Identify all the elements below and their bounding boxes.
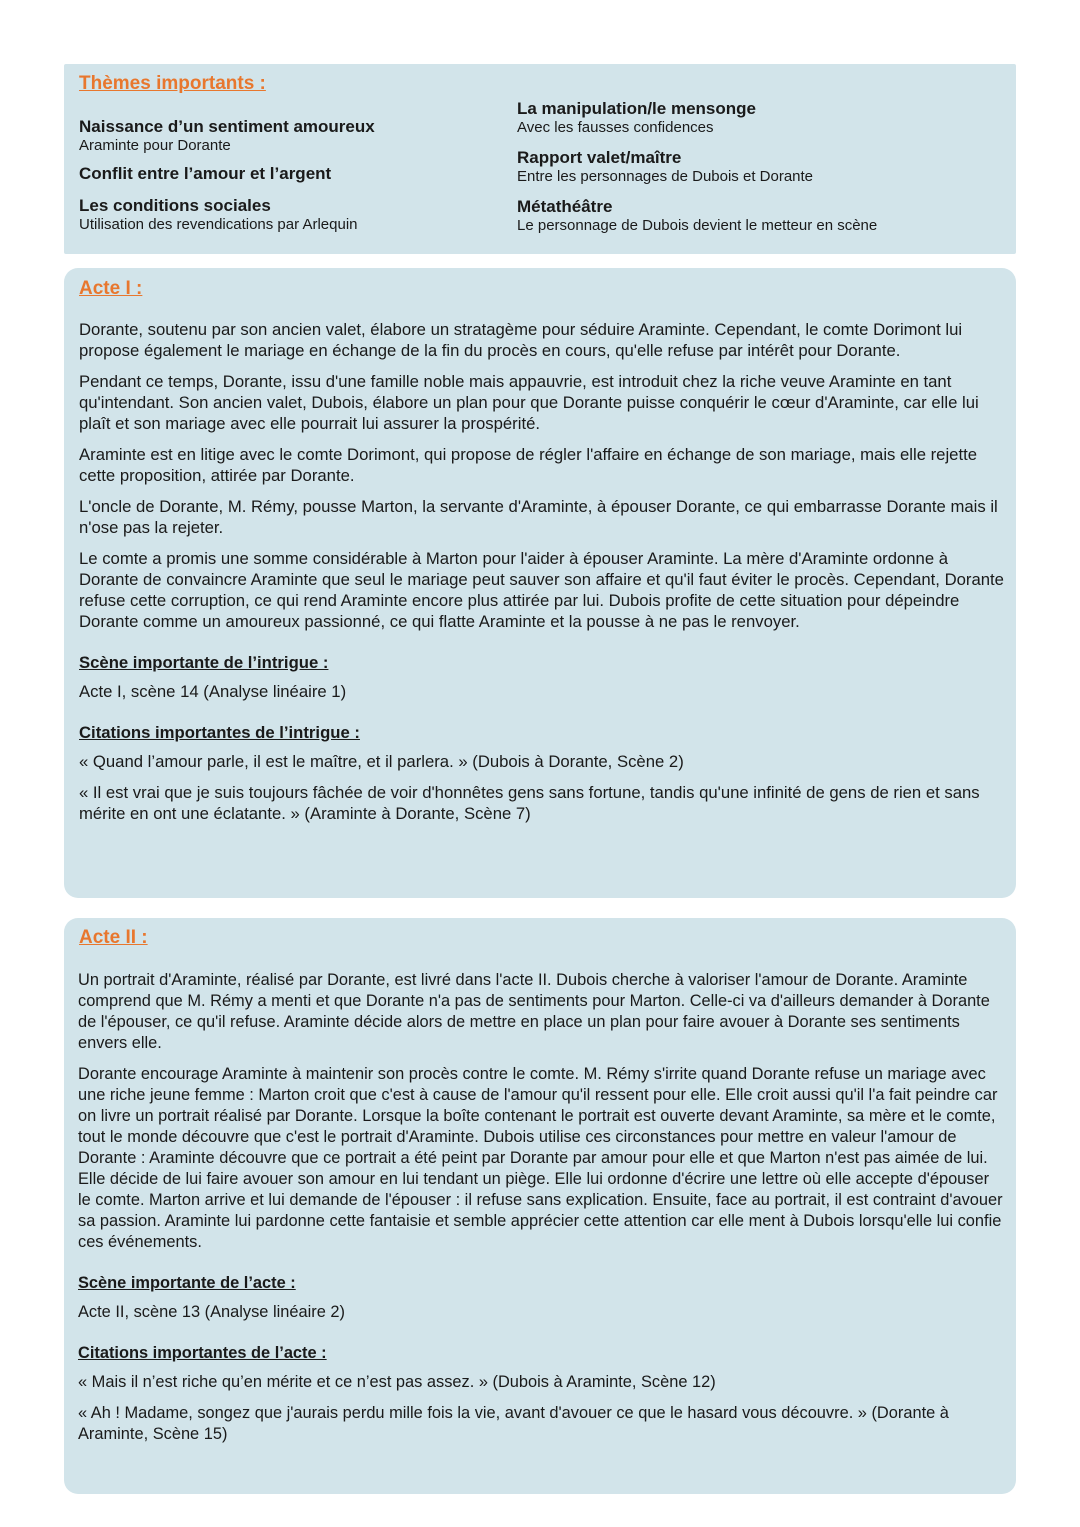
- quote: « Mais il n’est riche qu’en mérite et ce n’est pas assez. » (Dubois à Araminte, Scène 12): [78, 1373, 716, 1391]
- theme-title: Naissance d’un sentiment amoureux: [79, 117, 375, 136]
- quote: « Ah ! Madame, songez que j'aurais perdu mille fois la vie, avant d'avouer ce que le hasard vous découvre. » (Dorante à Araminte, Scène 15): [78, 1404, 949, 1443]
- themes-right-column: [517, 99, 997, 244]
- quotes-heading: Citations importantes de l’acte :: [78, 1344, 327, 1362]
- acte-2-content: [78, 970, 1006, 1455]
- themes-panel: [64, 64, 1016, 254]
- theme-subtitle: Entre les personnages de Dubois et Dorante: [517, 168, 814, 185]
- theme-item: [79, 164, 499, 184]
- theme-title: Les conditions sociales: [79, 196, 271, 215]
- theme-title: Métathéâtre: [517, 197, 613, 216]
- paragraph: Un portrait d'Araminte, réalisé par Dorante, est livré dans l'acte II. Dubois cherche à valoriser l'amour de Dorante. Araminte comprend que M. Rémy a menti et que Dorante n'a pas de sentiments pour Marton. Celle-ci va d'ailleurs demander à Dorante de l'épouser, ce qu'il refuse. Araminte décide alors de mettre en place un plan pour faire avouer à Dorante ses sentiments envers elle.: [78, 971, 990, 1052]
- theme-item: [79, 117, 499, 155]
- theme-subtitle: Araminte pour Dorante: [79, 137, 231, 154]
- theme-title: Conflit entre l’amour et l’argent: [79, 164, 332, 183]
- scene-heading: Scène importante de l’intrigue :: [79, 653, 329, 672]
- quotes-heading: Citations importantes de l’intrigue :: [79, 723, 360, 742]
- paragraph: Dorante, soutenu par son ancien valet, élabore un stratagème pour séduire Araminte. Cependant, le comte Dorimont lui propose également le mariage en échange de la fin du procès en cours, qu'elle refuse par intérêt pour Dorante.: [79, 320, 963, 360]
- scene-heading: Scène importante de l’acte :: [78, 1274, 296, 1292]
- theme-subtitle: Avec les fausses confidences: [517, 119, 714, 136]
- paragraph: L'oncle de Dorante, M. Rémy, pousse Marton, la servante d'Araminte, à épouser Dorante, ce qui embarrasse Dorante mais il n'ose pas la rejeter.: [79, 497, 998, 537]
- acte-2-panel: [64, 918, 1016, 1494]
- acte-1-panel: [64, 268, 1016, 898]
- scene-reference: Acte I, scène 14 (Analyse linéaire 1): [79, 682, 347, 701]
- paragraph: Dorante encourage Araminte à maintenir son procès contre le comte. M. Rémy s'irrite quand Dorante refuse un mariage avec une riche jeune femme : Marton croit que c'est à cause de l'amour qu'il ressent pour elle. Elle croit aussi qu'il l'a fait peindre car on livre un portrait réalisé par Dorante. Lorsque la boîte contenant le portrait est ouverte devant Araminte, sa mère et le comte, tout le monde découvre que c'est le portrait d'Araminte. Dubois utilise ces circonstances pour mettre en valeur l'amour de Dorante : Araminte découvre que ce portrait a été peint par Dorante par amour pour elle et que Marton n'est pas aimée de lui. Elle décide de lui faire avouer son amour en lui tendant un piège. Elle lui ordonne d'écrire une lettre où elle accepte d'épouser le comte. Marton arrive et lui demande de l'épouser : il refuse sans explication. Ensuite, face au portrait, il est contraint d'avouer sa passion. Araminte lui pardonne cette fantaisie et semble apprécier cette attention car elle ment à Dubois lorsqu'elle lui confie ces événements.: [78, 1065, 1003, 1251]
- paragraph: Araminte est en litige avec le comte Dorimont, qui propose de régler l'affaire en échange de son mariage, mais elle rejette cette proposition, attirée par Dorante.: [79, 445, 977, 485]
- acte-1-content: [79, 319, 1004, 834]
- theme-title: Rapport valet/maître: [517, 148, 682, 167]
- theme-item: [517, 148, 997, 186]
- theme-item: [79, 196, 499, 234]
- quote: « Quand l’amour parle, il est le maître, et il parlera. » (Dubois à Dorante, Scène 2): [79, 752, 684, 771]
- acte-2-heading: Acte II :: [79, 927, 148, 948]
- theme-subtitle: Le personnage de Dubois devient le metteur en scène: [517, 217, 878, 234]
- theme-item: [517, 99, 997, 137]
- scene-reference: Acte II, scène 13 (Analyse linéaire 2): [78, 1303, 345, 1321]
- paragraph: Pendant ce temps, Dorante, issu d'une famille noble mais appauvrie, est introduit chez la riche veuve Araminte en tant qu'intendant. Son ancien valet, Dubois, élabore un plan pour que Dorante puisse conquérir le cœur d'Araminte, car elle lui plaît et son mariage avec elle pourrait lui assurer la prospérité.: [79, 372, 979, 433]
- theme-subtitle: Utilisation des revendications par Arlequin: [79, 216, 358, 233]
- quote: « Il est vrai que je suis toujours fâchée de voir d'honnêtes gens sans fortune, tandis qu'une infinité de gens de rien et sans mérite en ont une éclatante. » (Araminte à Dorante, Scène 7): [79, 783, 980, 823]
- acte-1-heading: Acte I :: [79, 278, 143, 299]
- themes-heading: Thèmes importants :: [79, 73, 266, 94]
- theme-title: La manipulation/le mensonge: [517, 99, 756, 118]
- theme-item: [517, 197, 997, 235]
- paragraph: Le comte a promis une somme considérable à Marton pour l'aider à épouser Araminte. La mère d'Araminte ordonne à Dorante de convaincre Araminte que seul le mariage peut sauver son affaire et qu'il faut éviter le procès. Cependant, Dorante refuse cette corruption, ce qui rend Araminte encore plus attirée par lui. Dubois profite de cette situation pour dépeindre Dorante comme un amoureux passionné, ce qui flatte Araminte et la pousse à ne pas le renvoyer.: [79, 549, 1004, 631]
- themes-left-column: [79, 117, 499, 243]
